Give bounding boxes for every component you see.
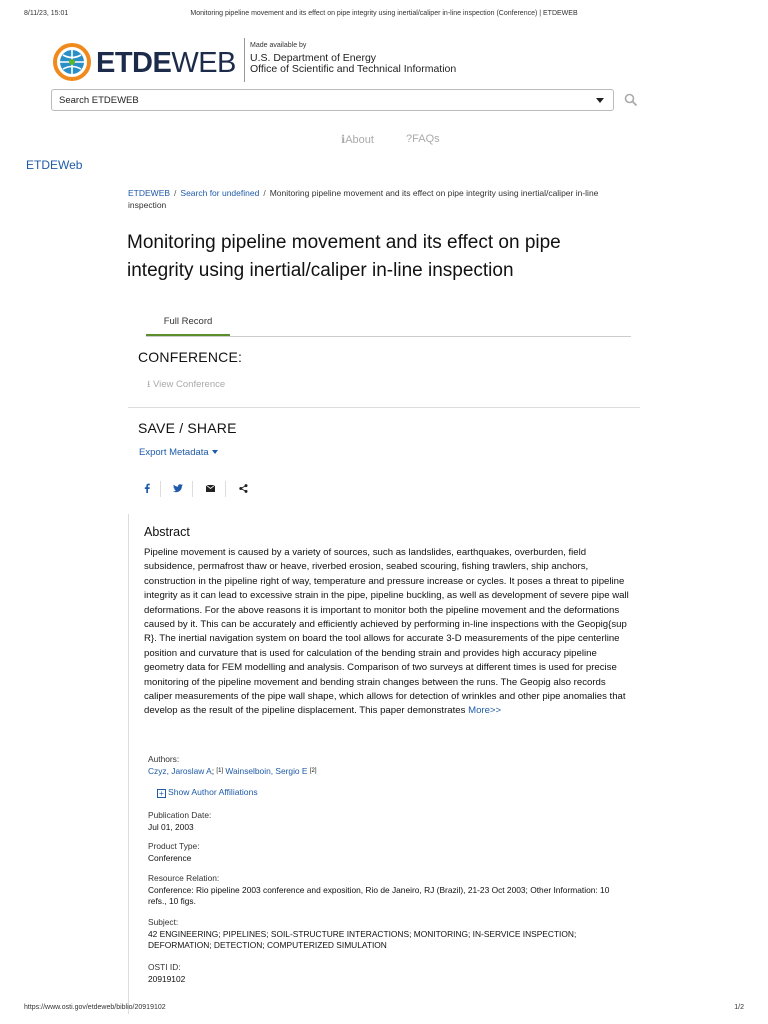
breadcrumb: ETDEWEB / Search for undefined / Monitoring pipeline movement and its effect on pipe integrity using inertial/caliper in-line inspection <box>128 188 599 210</box>
page-title: Monitoring pipeline movement and its effect on pipe integrity using inertial/caliper in-line inspection <box>127 232 561 281</box>
osti-id-block <box>148 962 618 985</box>
save-share-heading: SAVE / SHARE <box>138 420 237 436</box>
print-footer <box>24 1004 744 1016</box>
share-icon[interactable] <box>232 479 254 499</box>
resource-relation-value: Conference: Rio pipeline 2003 conference and exposition, Rio de Janeiro, RJ (Brazil), 21-23 Oct 2003; Other Information: 10 refs., 10 figs. <box>148 884 610 906</box>
authors-label: Authors: <box>148 754 180 764</box>
nav-faqs[interactable]: ?FAQs <box>406 133 440 145</box>
resource-relation-block <box>148 873 618 908</box>
top-nav <box>0 133 768 147</box>
product-type-label: Product Type: <box>148 841 200 851</box>
more-link[interactable]: More>> <box>468 705 502 717</box>
nav-about[interactable]: ℹAbout <box>341 134 374 146</box>
abstract-text: Pipeline movement is caused by a variety of sources, such as landslides, earthquakes, overburden, field subsidence, permafrost thaw or heave, riverbed erosion, seabed scouring, fishing trawlers, ship anchors, construction in the pipeline right of way, temperature and pressure increase or cycles. It poses a threat to pipeline integrity as it can lead to excessive strain in the pipe, pipeline buckling, as well as development of severe pipe wall deformations. For the above reasons it is important to monitor both the pipeline movement and the deformations caused by it. This can be accurately and efficiently achieved by performing in-line inspections with the Geopig{sup R}. The inertial navigation system on board the tool allows for accurate 3-D measurements of the pipe centerline position and curvature that is used for calculation of the bending strain and provides high accuracy pipeline geometry data for FEM modelling and analysis. Comparison of two surveys at different times is used for precise monitoring of the pipeline movement and bending strain changes between the runs. The Geopig also records caliper measurements of the pipe wall shape, which allows for detection of wrinkles and other pipe anomalies that develop as the result of the pipeline displacement. This paper demonstrates More>> <box>144 547 629 717</box>
publication-date-label: Publication Date: <box>148 810 212 820</box>
author-link[interactable]: Czyz, Jaroslaw A <box>148 765 212 776</box>
search-icon[interactable] <box>624 93 638 107</box>
subject-block <box>148 917 618 952</box>
made-available-label: Made available by <box>250 42 307 49</box>
print-page-title: Monitoring pipeline movement and its effect on pipe integrity using inertial/caliper in-line inspection (Conference) | ETDEWEB <box>190 10 578 17</box>
question-icon: ? <box>406 133 413 145</box>
site-name-link[interactable]: ETDEWeb <box>26 158 83 172</box>
product-type-block <box>148 841 618 864</box>
tab-underline <box>146 336 631 337</box>
author-affil-ref: [1] <box>216 767 224 774</box>
print-url: https://www.osti.gov/etdeweb/biblio/20919102 <box>24 1004 166 1011</box>
export-metadata-dropdown[interactable]: Export Metadata <box>139 447 218 458</box>
office-name: Office of Scientific and Technical Information <box>250 63 457 75</box>
osti-id-value: 20919102 <box>148 973 186 984</box>
plus-square-icon: + <box>157 789 166 798</box>
facebook-icon[interactable] <box>136 479 158 499</box>
globe-icon <box>52 42 92 82</box>
product-type-value: Conference <box>148 852 192 863</box>
print-header <box>24 10 744 22</box>
publication-date-value: Jul 01, 2003 <box>148 821 194 832</box>
osti-id-label: OSTI ID: <box>148 962 181 972</box>
subject-value: 42 ENGINEERING; PIPELINES; SOIL-STRUCTURE INTERACTIONS; MONITORING; IN-SERVICE INSPECTION; DEFORMATION; DETECTION; COMPUTERIZED SIMULATION <box>148 928 577 950</box>
search-placeholder: Search ETDEWEB <box>59 95 139 106</box>
twitter-icon[interactable] <box>167 479 189 499</box>
agency-name: U.S. Department of Energy <box>250 52 377 64</box>
search-select[interactable] <box>51 89 614 111</box>
logo-wordmark: ETDEWEB <box>96 47 236 79</box>
abstract-heading: Abstract <box>144 525 190 539</box>
email-icon[interactable] <box>199 479 221 499</box>
breadcrumb-current: Monitoring pipeline movement and its effect on pipe integrity using inertial/caliper in-line inspection <box>128 188 599 210</box>
author-affil-ref: [2] <box>309 767 317 774</box>
publication-date-block <box>148 810 618 833</box>
print-date: 8/11/23, 15:01 <box>24 10 69 17</box>
chevron-down-icon <box>596 98 604 103</box>
print-page-number: 1/2 <box>734 1004 744 1011</box>
caret-down-icon <box>212 450 218 454</box>
show-author-affiliations[interactable]: + Show Author Affiliations <box>157 787 258 798</box>
download-icon: ⭳ <box>147 379 151 390</box>
view-conference-link[interactable]: ⭳ View Conference <box>147 379 226 390</box>
breadcrumb-home[interactable]: ETDEWEB <box>128 188 171 198</box>
breadcrumb-search[interactable]: Search for undefined <box>180 188 260 198</box>
tab-full-record[interactable]: Full Record <box>146 312 230 336</box>
resource-relation-label: Resource Relation: <box>148 873 220 883</box>
section-divider <box>128 407 640 408</box>
conference-heading: CONFERENCE: <box>138 349 243 365</box>
info-icon: ℹ <box>341 134 346 146</box>
subject-label: Subject: <box>148 917 179 927</box>
authors-block: Authors: Czyz, Jaroslaw A; [1] Wainselboin, Sergio E [2] <box>148 754 618 777</box>
etdeweb-logo[interactable] <box>52 42 242 82</box>
header-divider <box>244 38 245 82</box>
author-link[interactable]: Wainselboin, Sergio E <box>225 765 308 776</box>
